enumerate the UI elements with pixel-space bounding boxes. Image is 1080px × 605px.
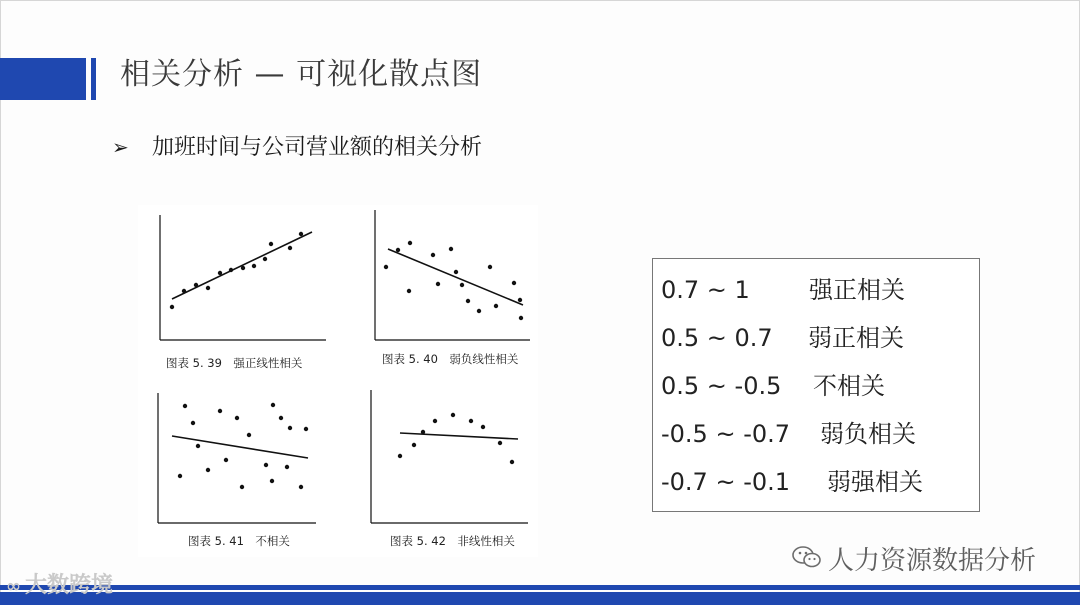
bullet-point <box>112 130 482 165</box>
correlation-row <box>661 275 905 305</box>
correlation-range: 0.7 ~ 1 <box>661 276 750 304</box>
correlation-label: 弱强相关 <box>827 468 923 496</box>
footer-band-thin <box>0 585 1080 590</box>
correlation-row <box>661 467 923 497</box>
correlation-label: 强正相关 <box>809 276 905 304</box>
arrow-bullet-icon: ➢ <box>112 135 129 159</box>
scatter-plot-strong-positive <box>160 215 326 340</box>
scatter-plot-no-correlation <box>158 393 316 523</box>
correlation-range: 0.5 ~ 0.7 <box>661 324 773 352</box>
scatter-plot-nonlinear <box>371 390 528 523</box>
title-accent-line <box>91 58 96 100</box>
figure-caption-5-39: 图表 5. 39 强正线性相关 <box>166 356 303 370</box>
title-accent-bar <box>0 58 86 100</box>
scatter-plots-figure <box>138 205 538 557</box>
correlation-label: 不相关 <box>813 372 885 400</box>
correlation-label: 弱负相关 <box>820 420 916 448</box>
bullet-text: 加班时间与公司营业额的相关分析 <box>152 135 483 160</box>
correlation-label: 弱正相关 <box>808 324 904 352</box>
footer-band <box>0 592 1080 605</box>
correlation-row <box>661 419 916 449</box>
scatter-plot-weak-negative <box>375 210 530 340</box>
wechat-account-name: 人力资源数据分析 <box>828 546 1037 576</box>
slide-title: 相关分析 — 可视化散点图 <box>120 57 483 92</box>
wechat-icon <box>792 545 822 574</box>
correlation-range-table <box>652 258 980 512</box>
figure-caption-5-42: 图表 5. 42 非线性相关 <box>390 534 515 548</box>
wechat-watermark <box>792 540 1036 577</box>
correlation-range: 0.5 ~ -0.5 <box>661 372 782 400</box>
correlation-row <box>661 323 904 353</box>
logo-icon: ∞ <box>6 576 21 597</box>
correlation-row <box>661 371 885 401</box>
logo-watermark <box>6 568 113 599</box>
figure-caption-5-41: 图表 5. 41 不相关 <box>188 534 290 548</box>
correlation-range: -0.5 ~ -0.7 <box>661 420 791 448</box>
correlation-range: -0.7 ~ -0.1 <box>661 468 791 496</box>
figure-caption-5-40: 图表 5. 40 弱负线性相关 <box>382 352 519 366</box>
scatter-plots-svg <box>138 205 538 557</box>
logo-text: 大数跨境 <box>25 573 114 598</box>
